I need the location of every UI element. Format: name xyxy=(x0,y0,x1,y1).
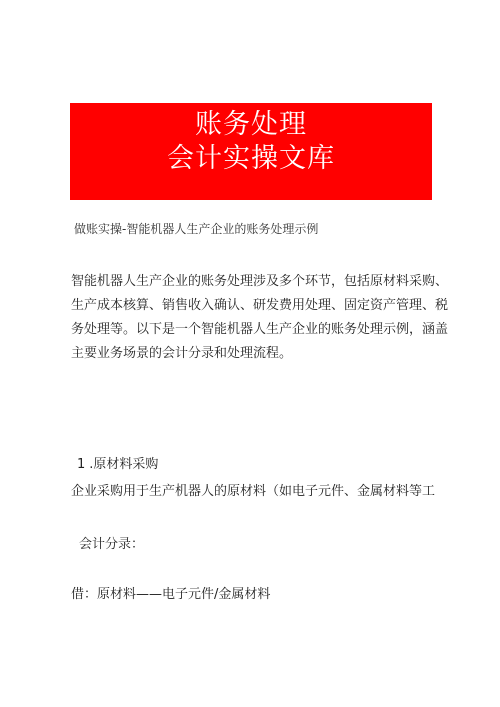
intro-line: 主要业务场景的会计分录和处理流程。 xyxy=(71,346,293,361)
intro-line: 生产成本核算、销售收入确认、研发费用处理、固定资产管理、税 xyxy=(71,298,449,313)
journal-entry-label: 会计分录： xyxy=(79,537,145,552)
banner-title-line-2: 会计实操文库 xyxy=(167,143,335,174)
title-banner xyxy=(70,103,432,200)
banner-title-line-1: 账务处理 xyxy=(195,109,307,140)
section-heading xyxy=(77,456,158,474)
section-body-text: 企业采购用于生产机器人的原材料（如电子元件、金属材料等工 xyxy=(71,484,436,499)
debit-entry-line: 借：原材料——电子元件/金属材料 xyxy=(71,587,271,602)
section-number: 1 xyxy=(77,457,86,472)
intro-line: 务处理等。以下是一个智能机器人生产企业的账务处理示例，涵盖 xyxy=(71,322,449,337)
intro-line: 智能机器人生产企业的账务处理涉及多个环节，包括原材料采购、 xyxy=(71,274,449,289)
section-title: .原材料采购 xyxy=(89,457,159,472)
document-subtitle: 做账实操-智能机器人生产企业的账务处理示例 xyxy=(74,222,319,236)
intro-paragraph xyxy=(71,270,449,366)
